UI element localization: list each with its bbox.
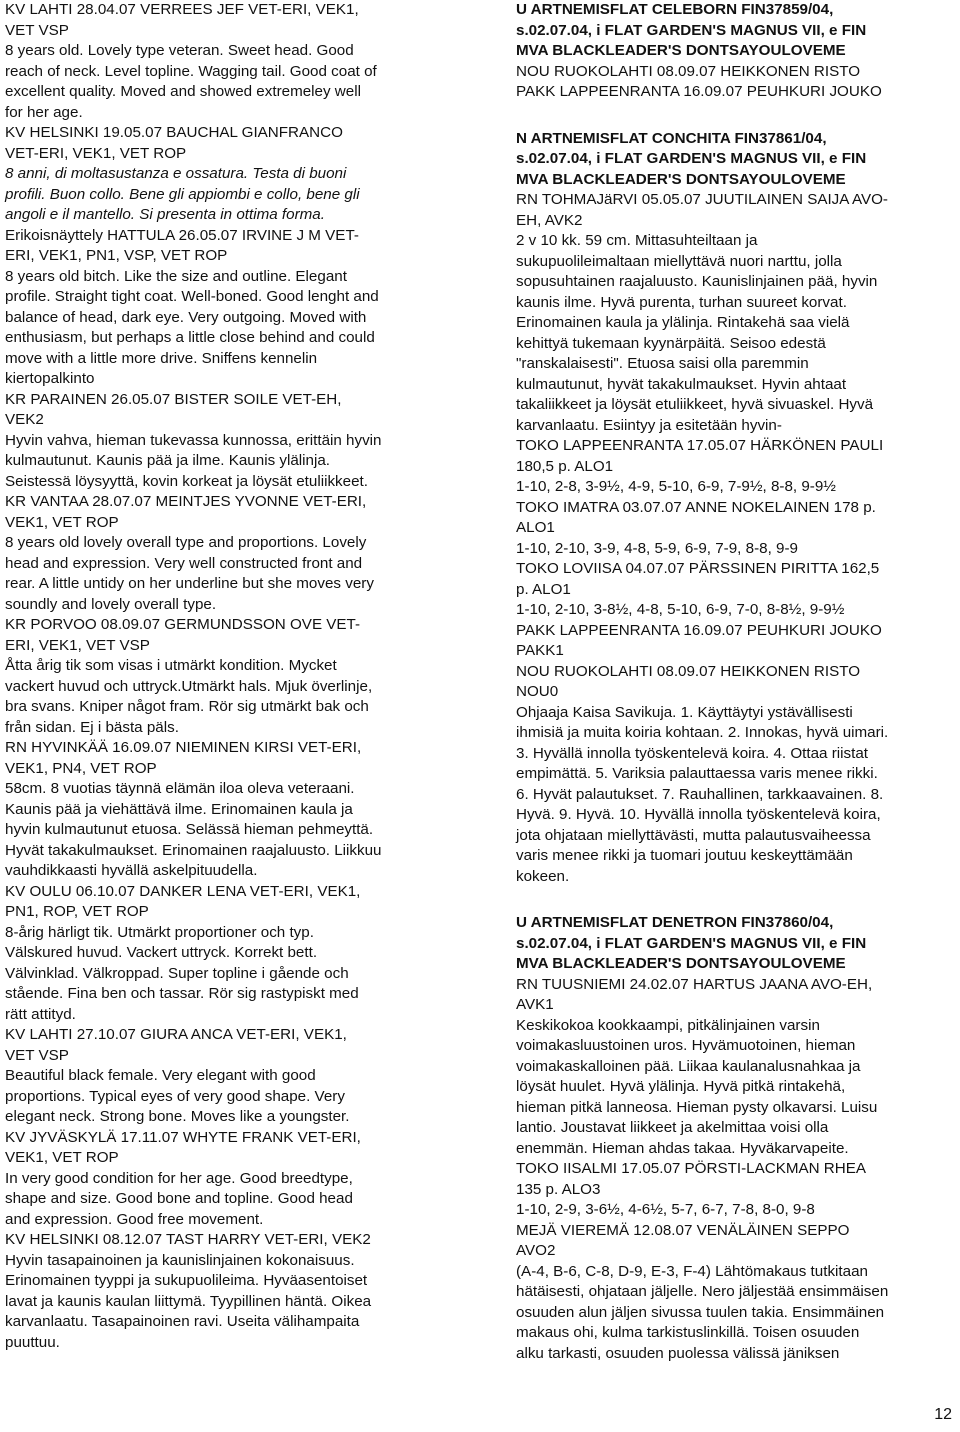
page-number: 12: [934, 1406, 952, 1423]
italian-critique: 8 anni, di moltasustanza e ossatura. Testa di buoni profili. Buon collo. Bene gli appiombi e collo, bene gli angoli e il mantello. Si presenta in ottima forma.: [5, 165, 360, 223]
dog-entry-body: NOU RUOKOLAHTI 08.09.07 HEIKKONEN RISTO PAKK LAPPEENRANTA 16.09.07 PEUHKURI JOUKO: [516, 62, 882, 100]
spacer: [516, 887, 956, 913]
results-text-block: Erikoisnäyttely HATTULA 26.05.07 IRVINE J M VET- ERI, VEK1, PN1, VSP, VET ROP 8 years old bitch. Like the size and outline. Elegant profile. Straight tight coat. Well-boned. Good lenght and balance of head, dark eye. Very outgoing. Moved with enthusiasm, but perhaps a little close behind and could move with a little more drive. Sniffens kennelin kiertopalkinto KR PARAINEN 26.05.07 BISTER SOILE VET-EH, VEK2 Hyvin vahva, hieman tukevassa kunnossa, erittäin hyvin kulmautunut. Kaunis pää ja ilme. Kaunis ylälinja. Seistessä löysyyttä, kovin korkeat ja löysät etuliikkeet. KR VANTAA 28.07.07 MEINTJES YVONNE VET-ERI, VEK1, VET ROP 8 years old lovely overall type and proportions. Lovely head and expression. Very well constructed front and rear. A little untidy on her underline but she moves very soundly and lovely overall type. KR PORVOO 08.09.07 GERMUNDSSON OVE VET- ERI, VEK1, VET VSP Åtta årig tik som visas i utmärkt kondition. Mycket vackert huvud och uttryck.Utmärkt hals. Mjuk överlinje, bra svans. Kniper något fram. Rör sig utmärkt bak och från sidan. Ej i bästa päls. RN HYVINKÄÄ 16.09.07 NIEMINEN KIRSI VET-ERI, VEK1, PN4, VET ROP 58cm. 8 vuotias täynnä elämän iloa oleva veteraani. Kaunis pää ja viehättävä ilme. Erinomainen kaula ja hyvin kulmautunut etuosa. Selässä hieman pehmeyttä. Hyvät takakulmaukset. Erinomainen raajaluusto. Liikkuu vauhdikkaasti hyvällä askelpituudella. KV OULU 06.10.07 DANKER LENA VET-ERI, VEK1, PN1, ROP, VET ROP 8-årig härligt tik. Utmärkt proportioner och typ. Välskured huvud. Vackert uttryck. Korrekt bett. Välvinklad. Välkroppad. Super topline i gående och stående. Fina ben och tassar. Rör sig rastypiskt med rätt attityd. KV LAHTI 27.10.07 GIURA ANCA VET-ERI, VEK1, VET VSP Beautiful black female. Very elegant with good proportions. Typical eyes of very good shape. Very elegant neck. Strong bone. Moves like a youngster. KV JYVÄSKYLÄ 17.11.07 WHYTE FRANK VET-ERI, VEK1, VET ROP In very good condition for her age. Good breedtype, shape and size. Good bone and topline. Good head and expression. Good free movement. KV HELSINKI 08.12.07 TAST HARRY VET-ERI, VEK2 Hyvin tasapainoinen ja kaunislinjainen kokonaisuus. Erinomainen tyyppi ja sukupuolileima. Hyväasentoiset lavat ja kaunis kaulan liittymä. Tyypillinen häntä. Oikea karvanlaatu. Tasapainoinen ravi. Useita välihampaita puuttuu.: [5, 226, 382, 1351]
dog-entry-body: RN TOHMAJäRVI 05.05.07 JUUTILAINEN SAIJA AVO- EH, AVK2 2 v 10 kk. 59 cm. Mittasuhteiltaan ja sukupuolileimaltaan miellyttävä nuori narttu, jolla sopusuhtainen raajaluusto. Kaunislinjainen pää, hyvin kaunis ilme. Hyvä purenta, turhan suureet korvat. Erinomainen kaula ja ylälinja. Rintakehä saa vielä kehittyä tukemaan kyynärpäitä. Seisoo edestä "ranskalaisesti". Etuosa saisi olla paremmin kulmautunut, hyvät takakulmaukset. Hyvin ahtaat takaliikkeet ja löysät etuliikkeet, hyvä sivuaskel. Hyvä karvanlaatu. Esiintyy ja esitetään hyvin- TOKO LAPPEENRANTA 17.05.07 HÄRKÖNEN PAULI 180,5 p. ALO1 1-10, 2-8, 3-9½, 4-9, 5-10, 6-9, 7-9½, 8-8, 9-9½ TOKO IMATRA 03.07.07 ANNE NOKELAINEN 178 p. ALO1 1-10, 2-10, 3-9, 4-8, 5-9, 6-9, 7-9, 8-8, 9-9 TOKO LOVIISA 04.07.07 PÄRSSINEN PIRITTA 162,5 p. ALO1 1-10, 2-10, 3-8½, 4-8, 5-10, 6-9, 7-0, 8-8½, 9-9½ PAKK LAPPEENRANTA 16.09.07 PEUHKURI JOUKO PAKK1 NOU RUOKOLAHTI 08.09.07 HEIKKONEN RISTO NOU0 Ohjaaja Kaisa Savikuja. 1. Käyttäytyi ystävällisesti ihmisiä ja muita koiria kohtaan. 2. Innokas, hyvä uimari. 3. Hyvällä innolla työskentelevä koira. 4. Ottaa riistat empimättä. 5. Variksia palauttaessa varis menee rikki. 6. Hyvät palautukset. 7. Rauhallinen, tarkkaavainen. 8. Hyvä. 9. Hyvä. 10. Hyvällä innolla työskentelevä koira, jota ohjataan miellyttävästi, mutta palautusvaiheessa varis menee rikki ja tuomari joutuu keskeyttämään kokeen.: [516, 191, 889, 885]
right-column: [516, 0, 956, 1364]
results-text-block: KV LAHTI 28.04.07 VERREES JEF VET-ERI, VEK1, VET VSP 8 years old. Lovely type veteran. Sweet head. Good reach of neck. Level topline. Wagging tail. Good coat of excellent quality. Moved and showed extremeley well for her age. KV HELSINKI 19.05.07 BAUCHAL GIANFRANCO VET-ERI, VEK1, VET ROP: [5, 1, 377, 162]
dog-entry-body: RN TUUSNIEMI 24.02.07 HARTUS JAANA AVO-EH, AVK1 Keskikokoa kookkaampi, pitkälinjainen varsin voimakasluustoinen uros. Hyvämuotoinen, hieman voimakaskalloinen pää. Liikaa kaulanalusnahkaa ja löysät huulet. Hyvä ylälinja. Hyvä pitkä rintakehä, hieman pitkä lanneosa. Hieman pysty olkavarsi. Luisu lantio. Joustavat liikkeet ja akelmittaa voisi olla enemmän. Hieman ahdas takaa. Hyväkarvapeite. TOKO IISALMI 17.05.07 PÖRSTI-LACKMAN RHEA 135 p. ALO3 1-10, 2-9, 3-6½, 4-6½, 5-7, 6-7, 7-8, 8-0, 9-8 MEJÄ VIEREMÄ 12.08.07 VENÄLÄINEN SEPPO AVO2 (A-4, B-6, C-8, D-9, E-3, F-4) Lähtömakaus tutkitaan hätäisesti, ohjataan jäljelle. Nero jäljestää ensimmäisen osuuden alun jäljen sivussa tuulen takia. Ensimmäinen makaus ohi, kulma tarkistuslinkillä. Toisen osuuden alku tarkasti, osuuden puolessa välissä jäniksen: [516, 975, 889, 1362]
dog-entry-heading: U ARTNEMISFLAT CELEBORN FIN37859/04, s.02.07.04, i FLAT GARDEN'S MAGNUS VII, e FIN MVA BLACKLEADER'S DONTSAYOULOVEME: [516, 1, 867, 59]
left-column: [5, 0, 445, 1353]
dog-entry-heading: N ARTNEMISFLAT CONCHITA FIN37861/04, s.02.07.04, i FLAT GARDEN'S MAGNUS VII, e FIN MVA BLACKLEADER'S DONTSAYOULOVEME: [516, 129, 867, 188]
spacer: [516, 103, 956, 129]
dog-entry-heading: U ARTNEMISFLAT DENETRON FIN37860/04, s.02.07.04, i FLAT GARDEN'S MAGNUS VII, e FIN MVA BLACKLEADER'S DONTSAYOULOVEME: [516, 914, 867, 972]
